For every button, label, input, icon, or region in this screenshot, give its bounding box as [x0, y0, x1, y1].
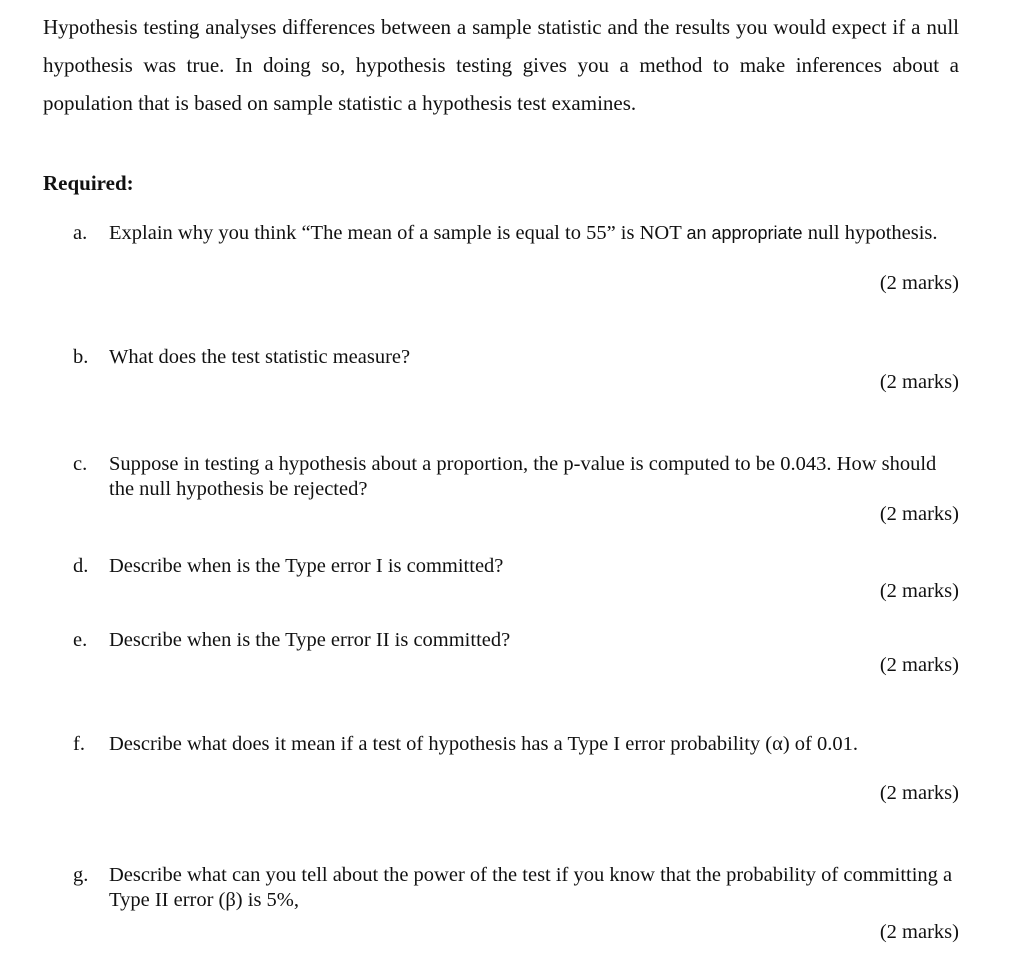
question-g: [73, 863, 959, 913]
question-text-sans-part: an appropriate: [686, 223, 803, 243]
question-b: [73, 345, 959, 370]
marks-d: (2 marks): [879, 580, 959, 602]
marks-b: (2 marks): [879, 371, 959, 393]
question-letter: f.: [73, 733, 85, 755]
marks-e: (2 marks): [879, 654, 959, 676]
question-text: Describe when is the Type error I is committed?: [109, 555, 504, 577]
question-d: [73, 554, 959, 579]
marks-g: (2 marks): [879, 921, 959, 943]
question-text: Suppose in testing a hypothesis about a proportion, the p-value is computed to be 0.043. How should the null hypothesis be rejected?: [109, 453, 937, 500]
question-c: [73, 452, 959, 502]
marks-c: (2 marks): [879, 503, 959, 525]
question-letter: d.: [73, 555, 89, 577]
question-letter: c.: [73, 453, 88, 475]
intro-paragraph: Hypothesis testing analyses differences between a sample statistic and the results you would expect if a null hypothesis was true. In doing so, hypothesis testing gives you a method to make inferences about a population that is based on sample statistic a hypothesis test examines.: [43, 15, 959, 115]
required-heading: Required:: [43, 171, 134, 195]
question-letter: b.: [73, 346, 89, 368]
question-text: Describe what can you tell about the power of the test if you know that the probability of committing a Type II error (β) is 5%,: [109, 864, 953, 911]
question-text: Describe what does it mean if a test of hypothesis has a Type I error probability (α) of 0.01.: [109, 733, 859, 755]
question-letter: g.: [73, 864, 89, 886]
marks-a: (2 marks): [879, 272, 959, 294]
question-text: What does the test statistic measure?: [109, 346, 411, 368]
question-text: [109, 221, 959, 246]
question-e: [73, 628, 959, 653]
question-text-part: Explain why you think “The mean of a sample is equal to 55” is NOT: [109, 222, 687, 244]
question-a: [73, 221, 959, 246]
question-text-end: null hypothesis.: [802, 222, 938, 244]
question-letter: a.: [73, 222, 88, 244]
question-letter: e.: [73, 629, 88, 651]
question-text: Describe when is the Type error II is committed?: [109, 629, 511, 651]
question-f: [73, 732, 959, 757]
marks-f: (2 marks): [879, 782, 959, 804]
